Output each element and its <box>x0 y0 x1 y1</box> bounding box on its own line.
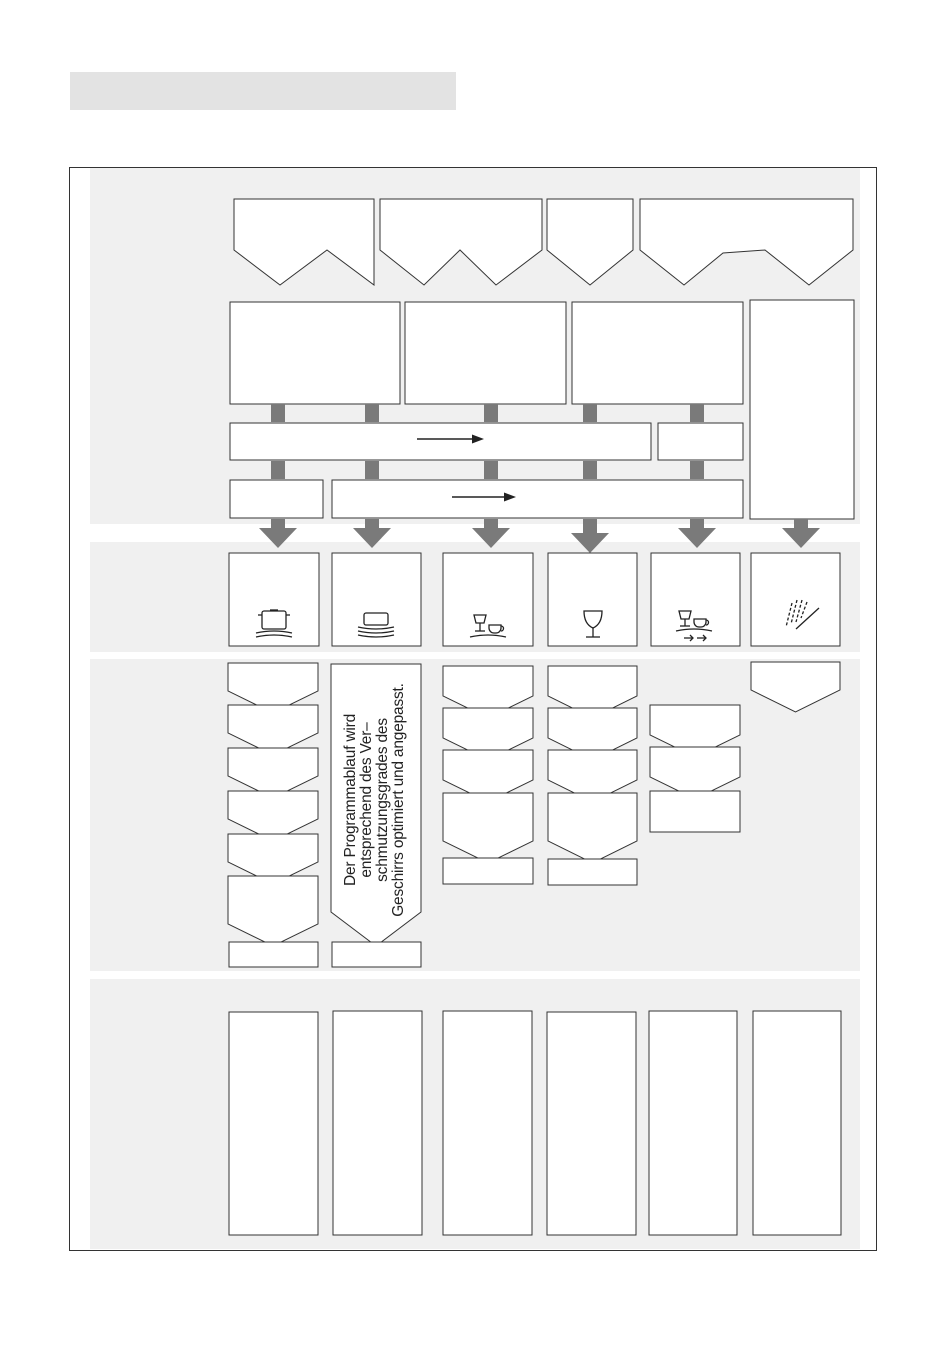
auto-program-note: Der Programmablauf wird entsprechend des Ver– schmutzungsgrades des Geschirrs optimiert und angepasst. <box>342 683 407 917</box>
soil-box-3 <box>572 302 743 404</box>
soil-box-tall <box>750 300 854 519</box>
program-box-quick <box>651 553 740 646</box>
step-end-quick <box>650 791 740 832</box>
soil-box-1 <box>230 302 400 404</box>
info-box-normal <box>443 1011 532 1235</box>
bar-lower-small <box>230 480 323 518</box>
step-end-intensive <box>229 942 318 967</box>
info-box-auto <box>333 1011 422 1235</box>
bar-upper-small <box>658 423 743 460</box>
info-box-quick <box>649 1011 737 1235</box>
program-box-normal <box>443 553 533 646</box>
info-box-glass <box>547 1012 636 1235</box>
program-box-prerinse <box>751 553 840 646</box>
bar-upper-wide <box>230 423 651 460</box>
program-box-auto <box>332 553 421 646</box>
info-box-prerinse <box>753 1011 841 1235</box>
soil-box-2 <box>405 302 566 404</box>
step-end-glass <box>548 859 637 885</box>
bar-lower-wide <box>332 480 743 518</box>
step-end-auto <box>332 942 421 967</box>
program-box-intensive <box>229 553 319 646</box>
step-end-normal <box>443 858 533 884</box>
info-box-intensive <box>229 1012 318 1235</box>
